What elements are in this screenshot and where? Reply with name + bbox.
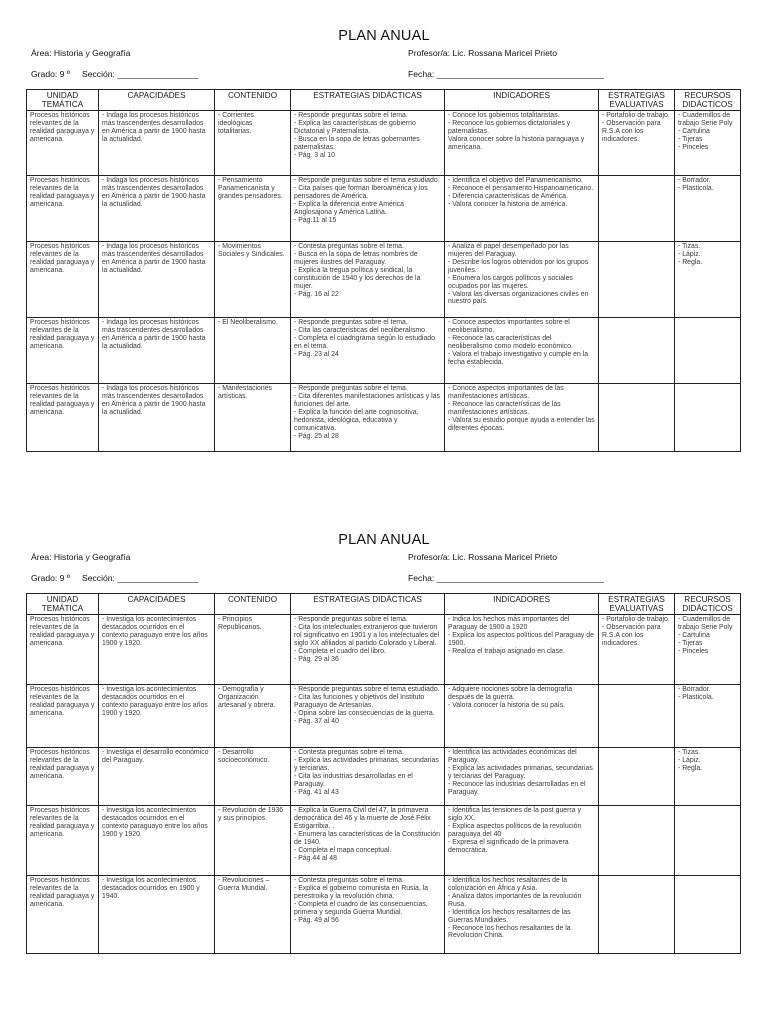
cell-estrategias-didacticas: - Contesta preguntas sobre el tema. - Busca en la sopa de letras nombres de mujeres ilustres del Paraguay. - Explica la tregua política y sindical, la constitución de 1940 y los derechos de la mujer. - Pág. 16 al 22 [291,242,445,318]
seccion-label: Sección: _________________ [81,69,199,79]
cell-unidad-tematica: Procesos históricos relevantes de la realidad paraguaya y americana. [27,384,99,452]
column-header-estrategias-evaluativas: ESTRATEGIAS EVALUATIVAS [599,594,675,615]
cell-unidad-tematica: Procesos históricos relevantes de la realidad paraguaya y americana. [27,806,99,876]
cell-unidad-tematica: Procesos históricos relevantes de la realidad paraguaya y americana. [27,111,99,176]
cell-unidad-tematica: Procesos históricos relevantes de la realidad paraguaya y americana. [27,876,99,954]
cell-estrategias-didacticas: - Responde preguntas sobre el tema. - Explica las características de gobierno Dictatorial y Paternalista. - Busca en la sopa de letras gobernantes paternalistas. - Pág. 3 al 10 [291,111,445,176]
table-row [27,748,741,806]
cell-contenido: - Manifestaciones artísticas. [215,384,291,452]
page-title: PLAN ANUAL [338,28,430,44]
cell-indicadores: - Conoce los gobiernos totalitaristas. - Reconoce los gobiernos dictatoriales y paternalistas. Valora conocer sobre la historia paraguaya y americana. [445,111,599,176]
grado-seccion-line [31,69,199,79]
cell-estrategias-evaluativas [599,876,675,954]
cell-capacidades: - Investiga los acontecimientos destacados ocurridos en el contexto paraguayo entre los años 1900 y 1920. [99,806,215,876]
cell-estrategias-evaluativas [599,318,675,384]
column-header-unidad-tematica: UNIDAD TEMÁTICA [27,594,99,615]
grado-label: Grado: 9 º [31,573,70,583]
cell-contenido: - Movimientos Sociales y Sindicales. [215,242,291,318]
cell-estrategias-evaluativas [599,242,675,318]
table-row [27,615,741,685]
seccion-label: Sección: _________________ [81,573,199,583]
cell-capacidades: - Indaga los procesos históricos más trascendentes desarrollados en América a partir de 1900 hasta la actualidad. [99,111,215,176]
cell-indicadores: - Conoce aspectos importantes sobre el neoliberalismo. - Reconoce las características del neoliberalismo como modelo económico. - Valora el trabajo investigativo y cumple en la fecha establecida. [445,318,599,384]
cell-estrategias-didacticas: - Responde preguntas sobre el tema. - Cita los intelectuales extranjeros que tuvieron rol significativo en 1901 y a los intelectuales del siglo XX afiliados al partido Colorado y Liberal. - Completa el cuadro del libro. - Pág. 29 al 36 [291,615,445,685]
profesor-label: Profesor/a: Lic. Rossana Maricel Prieto [408,48,558,58]
column-header-estrategias-didacticas: ESTRATEGIAS DIDÁCTICAS [291,90,445,111]
cell-contenido: - Revoluciones – Guerra Mundial. [215,876,291,954]
column-header-indicadores: INDICADORES [445,594,599,615]
cell-contenido: - Corrientes ideológicas totalitarias. [215,111,291,176]
grado-label: Grado: 9 º [31,69,70,79]
cell-indicadores: - Indica los hechos más importantes del Paraguay de 1900 a 1920 - Explica los aspectos políticos del Paraguay de 1900. - Realiza el trabajo asignado en clase. [445,615,599,685]
grado-seccion-line [31,573,199,583]
cell-estrategias-evaluativas [599,685,675,748]
column-header-capacidades: CAPACIDADES [99,90,215,111]
cell-indicadores: - Identifica las tensiones de la post guerra y siglo XX. - Explica aspectos políticos de la revolución paraguaya del 40 - Expresa el significado de la primavera democrática. [445,806,599,876]
cell-contenido: - El Neoliberalismo. [215,318,291,384]
column-header-indicadores: INDICADORES [445,90,599,111]
cell-unidad-tematica: Procesos históricos relevantes de la realidad paraguaya y americana. [27,318,99,384]
plan-table [26,89,741,452]
cell-capacidades: - Investiga los acontecimientos destacados ocurridos en el contexto paraguayo entre los años 1900 y 1920. [99,615,215,685]
table-row [27,111,741,176]
column-header-unidad-tematica: UNIDAD TEMÁTICA [27,90,99,111]
cell-recursos-didacticos [675,384,741,452]
table-row [27,176,741,242]
cell-contenido: - Principios Republicanos. [215,615,291,685]
cell-indicadores: - Identifica las actividades económicas del Paraguay. - Explica las actividades primarias, secundarias y terciarias del Paraguay. - Reconoce las industrias desarrolladas en el Paraguay. [445,748,599,806]
cell-indicadores: - Identifica los hechos resaltantes de la colonización en África y Asia. - Analiza datos importantes de la revolución Rusa. - Identifica los hechos resaltantes de las Guerras Mundiales. - Reconoce los hechos resaltantes de la Revolución China. [445,876,599,954]
cell-unidad-tematica: Procesos históricos relevantes de la realidad paraguaya y americana. [27,615,99,685]
cell-recursos-didacticos: - Borrador. - Plasticola. [675,176,741,242]
cell-contenido: - Pensamiento Panamericanista y grandes pensadores. [215,176,291,242]
cell-estrategias-didacticas: - Contesta preguntas sobre el tema. - Explica el gobierno comunista en Rusia, la perestroika y la revolución china. - Completa el cuadro de las consecuencias, primera y segunda Guerra Mundial. - Pág. 49 al 56 [291,876,445,954]
column-header-recursos-didacticos: RECURSOS DIDÁCTICOS [675,90,741,111]
cell-recursos-didacticos: - Tizas. - Lápiz. - Regla. [675,242,741,318]
cell-estrategias-didacticas: - Responde preguntas sobre el tema. - Cita las características del neoliberalismo. - Completa el cuadrigrama según lo estudiado en el tema. - Pág. 23 al 24 [291,318,445,384]
column-header-contenido: CONTENIDO [215,594,291,615]
cell-capacidades: - Indaga los procesos históricos más trascendentes desarrollados en América a partir de 1900 hasta la actualidad. [99,176,215,242]
cell-indicadores: - Adquiere nociones sobre la demografía después de la guerra. - Valora conocer la historia de su país. [445,685,599,748]
fecha-label: Fecha: ___________________________________ [408,573,604,583]
cell-unidad-tematica: Procesos históricos relevantes de la realidad paraguaya y americana. [27,242,99,318]
cell-unidad-tematica: Procesos históricos relevantes de la realidad paraguaya y americana. [27,176,99,242]
cell-capacidades: - Investiga los acontecimientos destacados ocurridos en el contexto paraguayo entre los años 1900 y 1920. [99,685,215,748]
table-row [27,384,741,452]
cell-unidad-tematica: Procesos históricos relevantes de la realidad paraguaya y americana. [27,685,99,748]
cell-estrategias-didacticas: - Responde preguntas sobre el tema estudiado. - Cita las funciones y objetivos del Instituto Paraguayo de Artesanías. - Opina sobre las consecuencias de la guerra. - Pág. 37 al 40 [291,685,445,748]
cell-recursos-didacticos [675,876,741,954]
cell-contenido: - Desarrollo socioeconómico. [215,748,291,806]
column-header-estrategias-evaluativas: ESTRATEGIAS EVALUATIVAS [599,90,675,111]
table-header-row [27,594,741,615]
cell-indicadores: - Conoce aspectos importantes de las manifestaciones artísticas. - Reconoce las características de las manifestaciones artísticas. - Valora su estudio porque ayuda a entender las diferentes épocas. [445,384,599,452]
cell-recursos-didacticos: - Tizas. - Lápiz. - Regla. [675,748,741,806]
area-label: Área: Historia y Geografía [31,48,131,58]
fecha-label: Fecha: ___________________________________ [408,69,604,79]
column-header-recursos-didacticos: RECURSOS DIDÁCTICOS [675,594,741,615]
cell-contenido: - Revolución de 1936 y sus principios. [215,806,291,876]
cell-estrategias-didacticas: - Responde preguntas sobre el tema. - Cita diferentes manifestaciones artísticas y las funciones del arte. - Explica la función del arte cognoscitiva, hedonista, ideológica, educativa y comunicativa. - Pág. 25 al 28 [291,384,445,452]
cell-estrategias-evaluativas [599,176,675,242]
cell-recursos-didacticos [675,806,741,876]
cell-capacidades: - Indaga los procesos históricos más trascendentes desarrollados en América a partir de 1900 hasta la actualidad. [99,384,215,452]
column-header-estrategias-didacticas: ESTRATEGIAS DIDÁCTICAS [291,594,445,615]
cell-capacidades: - Investiga los acontecimientos destacados ocurridos en 1900 y 1940. [99,876,215,954]
cell-capacidades: - Indaga los procesos históricos más trascendentes desarrollados en América a partir de 1900 hasta la actualidad. [99,242,215,318]
table-header-row [27,90,741,111]
cell-unidad-tematica: Procesos históricos relevantes de la realidad paraguaya y americana. [27,748,99,806]
plan-table [26,593,741,954]
table-row [27,806,741,876]
cell-estrategias-didacticas: - Explica la Guerra Civil del 47, la primavera democrática del 46 y la muerte de José Félix Estigarribia. . - Enumera las características de la Constitución de 1940. - Completa el mapa conceptual. - Pág.44 al 48 [291,806,445,876]
cell-capacidades: - Investiga el desarrollo económico del Paraguay. [99,748,215,806]
area-label: Área: Historia y Geografía [31,552,131,562]
cell-recursos-didacticos: - Borrador. - Plasticola. [675,685,741,748]
cell-estrategias-evaluativas: - Portafolio de trabajo. - Observación para R.S.A con los indicadores. [599,111,675,176]
cell-indicadores: - Identifica el objetivo del Panamericanismo. - Reconoce el pensamiento Hispanoamericano. - Diferencia características de América. - Valora conocer la historia de américa. [445,176,599,242]
cell-capacidades: - Indaga los procesos históricos más trascendentes desarrollados en América a partir de 1900 hasta la actualidad. [99,318,215,384]
table-row [27,876,741,954]
cell-contenido: - Demografía y Organización artesanal y obrera. [215,685,291,748]
page-title: PLAN ANUAL [338,532,430,548]
cell-recursos-didacticos [675,318,741,384]
column-header-capacidades: CAPACIDADES [99,594,215,615]
cell-estrategias-evaluativas: - Portafolio de trabajo. - Observación para R.S.A con los indicadores. [599,615,675,685]
cell-estrategias-evaluativas [599,748,675,806]
cell-recursos-didacticos: - Cuadernillos de trabajo Serie Poly - Cartulina - Tijeras - Pinceles [675,615,741,685]
profesor-label: Profesor/a: Lic. Rossana Maricel Prieto [408,552,558,562]
table-row [27,318,741,384]
cell-indicadores: - Analiza el papel desempeñado por las mujeres del Paraguay. - Describe los logros obtenidos por los grupos juveniles. - Enumera los cargos políticos y sociales ocupados por las mujeres. - Valora las diversas organizaciones civiles en nuestro país. [445,242,599,318]
cell-estrategias-evaluativas [599,384,675,452]
cell-estrategias-evaluativas [599,806,675,876]
cell-estrategias-didacticas: - Responde preguntas sobre el tema estudiado. - Cita países que forman Iberoamérica y los pensadores de América. - Explica la diferencia entre América Anglosajona y América Latina. - Pág.11 al 15 [291,176,445,242]
cell-estrategias-didacticas: - Contesta preguntas sobre el tema. - Explica las actividades primarias, secundarias y terciarias. - Cita las industrias desarrolladas en el Paraguay. - Pág. 41 al 43 [291,748,445,806]
table-row [27,685,741,748]
cell-recursos-didacticos: - Cuadernillos de trabajo Serie Poly - Cartulina - Tijeras - Pinceles [675,111,741,176]
table-row [27,242,741,318]
column-header-contenido: CONTENIDO [215,90,291,111]
